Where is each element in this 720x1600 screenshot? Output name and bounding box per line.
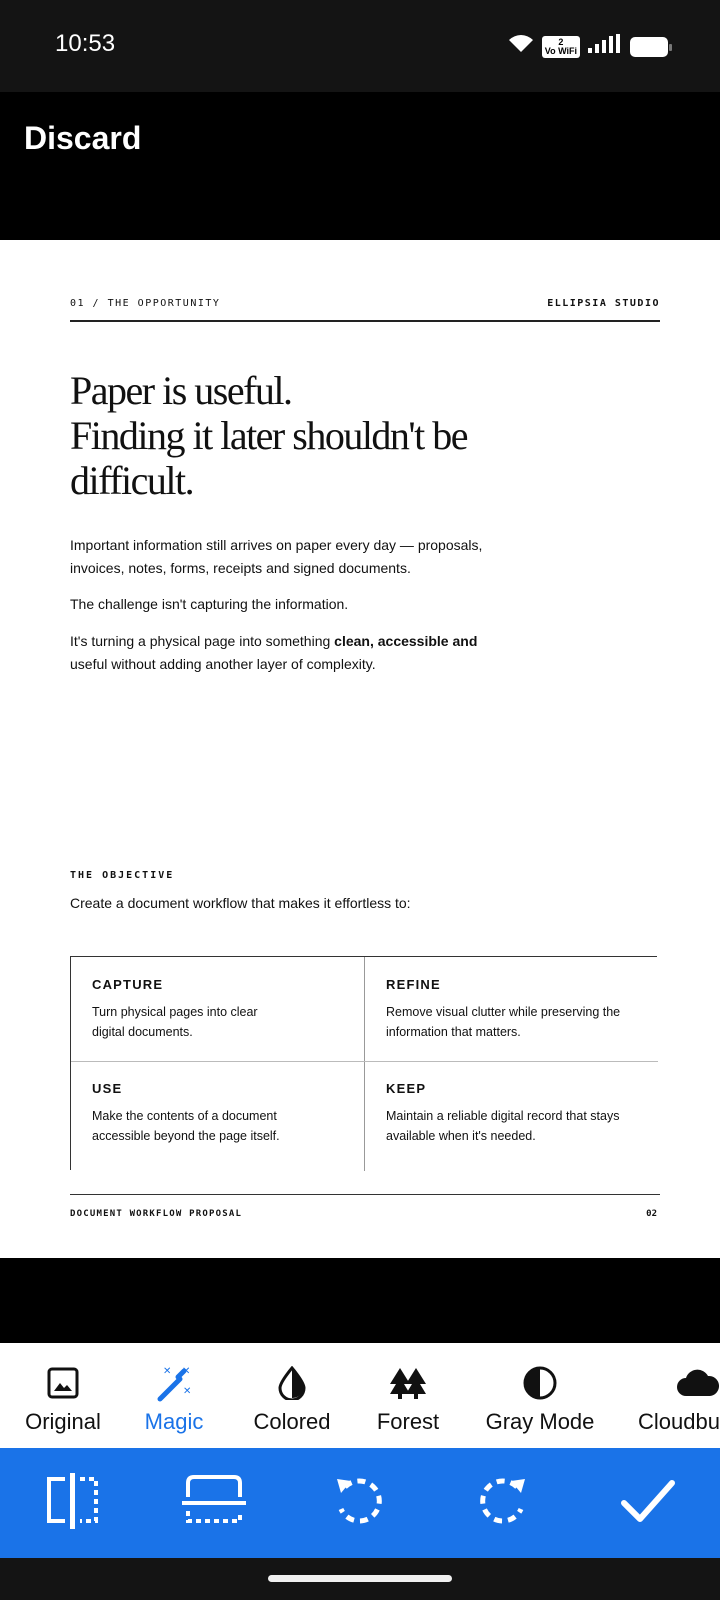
grid-cell-body: Remove visual clutter while preserving the information that matters.	[386, 1005, 621, 1039]
doc-objective-label: THE OBJECTIVE	[70, 870, 175, 881]
doc-paragraph-1: Important information still arrives on paper every day — proposals, invoices, notes, forms, receipts and signed documents.	[70, 537, 483, 576]
compare-icon	[43, 1473, 101, 1534]
filter-label: Original	[25, 1409, 101, 1434]
grid-cell-body: Turn physical pages into clear digital documents.	[92, 1005, 258, 1039]
filter-label: Magic	[144, 1409, 204, 1434]
filter-bar	[0, 1343, 720, 1448]
confirm-check-icon	[620, 1477, 676, 1530]
filter-cloudbu[interactable]	[638, 1363, 720, 1435]
trees-icon	[368, 1363, 448, 1403]
home-gesture-handle[interactable]	[268, 1575, 452, 1582]
doc-footer-title: DOCUMENT WORKFLOW PROPOSAL	[70, 1209, 243, 1219]
top-bar	[0, 92, 720, 240]
rotate-left-button[interactable]	[327, 1475, 391, 1531]
doc-top-divider	[70, 320, 660, 322]
compare-button[interactable]	[40, 1475, 104, 1531]
grid-cell-title: KEEP	[386, 1081, 427, 1096]
status-bar	[0, 0, 720, 92]
doc-bottom-divider	[70, 1194, 660, 1195]
doc-section-label: 01 / THE OPPORTUNITY	[70, 298, 221, 309]
grid-cell-title: REFINE	[386, 977, 441, 992]
vowifi-label: Vo WiFi	[544, 45, 577, 56]
grid-cell-refine	[386, 977, 656, 1042]
rotate-left-icon	[331, 1473, 387, 1534]
half-circle-icon	[478, 1363, 602, 1403]
filter-label: Gray Mode	[485, 1409, 595, 1434]
action-bar	[0, 1448, 720, 1558]
doc-paragraph-3-bold: clean, accessible and	[334, 633, 478, 649]
doc-objective-text: Create a document workflow that makes it effortless to:	[70, 895, 411, 911]
filter-forest[interactable]	[368, 1363, 448, 1435]
grid-vertical-divider	[364, 957, 365, 1171]
vowifi-icon	[542, 36, 580, 58]
cloud-icon	[638, 1363, 720, 1403]
doc-paragraph-3	[70, 630, 520, 676]
grid-cell-keep	[386, 1081, 656, 1146]
filter-colored[interactable]	[244, 1363, 340, 1435]
grid-cell-use	[92, 1081, 362, 1146]
grid-cell-capture	[92, 977, 362, 1042]
grid-cell-title: USE	[92, 1081, 123, 1096]
doc-paragraph-2: The challenge isn't capturing the information.	[70, 596, 349, 612]
doc-page-number: 02	[646, 1209, 657, 1219]
discard-button[interactable]: Discard	[24, 120, 142, 156]
doc-headline-line: Finding it later shouldn't be	[70, 413, 468, 458]
crop-scan-icon	[182, 1473, 246, 1534]
wifi-icon	[508, 34, 534, 59]
doc-objective-grid	[70, 956, 657, 1170]
grid-cell-body: Make the contents of a document accessible beyond the page itself.	[92, 1109, 280, 1143]
crop-scan-button[interactable]	[182, 1475, 246, 1531]
filter-label: Colored	[253, 1409, 331, 1434]
grid-horizontal-divider	[71, 1061, 658, 1062]
filter-label: Cloudbu	[638, 1409, 720, 1434]
rotate-right-icon	[475, 1473, 531, 1534]
doc-paragraph-3-suffix: useful without adding another layer of complexity.	[70, 656, 376, 672]
svg-text:✕: ✕	[182, 1366, 191, 1377]
document-preview-area	[0, 240, 720, 1258]
filter-original[interactable]	[18, 1363, 108, 1435]
grid-cell-title: CAPTURE	[92, 977, 164, 992]
signal-icon	[588, 34, 622, 59]
status-icons	[508, 34, 668, 59]
battery-icon	[630, 37, 668, 57]
status-time: 10:53	[55, 30, 116, 57]
magic-wand-icon	[134, 1363, 214, 1403]
vowifi-number: 2	[558, 36, 564, 47]
contrast-drop-icon	[244, 1363, 340, 1403]
doc-paragraph-3-prefix: It's turning a physical page into something	[70, 633, 335, 649]
doc-headline-line: Paper is useful.	[70, 368, 292, 413]
filter-label: Forest	[376, 1409, 440, 1434]
svg-text:✕: ✕	[163, 1366, 172, 1377]
rotate-right-button[interactable]	[471, 1475, 535, 1531]
filter-gray-mode[interactable]	[478, 1363, 602, 1435]
document-page[interactable]	[0, 240, 720, 1258]
confirm-button[interactable]	[616, 1475, 680, 1531]
svg-text:✕: ✕	[183, 1386, 192, 1397]
doc-headline-line: difficult.	[70, 458, 194, 503]
doc-studio-name: ELLIPSIA STUDIO	[547, 298, 660, 309]
image-icon	[18, 1363, 108, 1403]
grid-cell-body: Maintain a reliable digital record that stays available when it's needed.	[386, 1109, 620, 1143]
filter-magic[interactable]	[134, 1363, 214, 1435]
doc-headline	[70, 368, 590, 503]
system-nav-area	[0, 1558, 720, 1600]
